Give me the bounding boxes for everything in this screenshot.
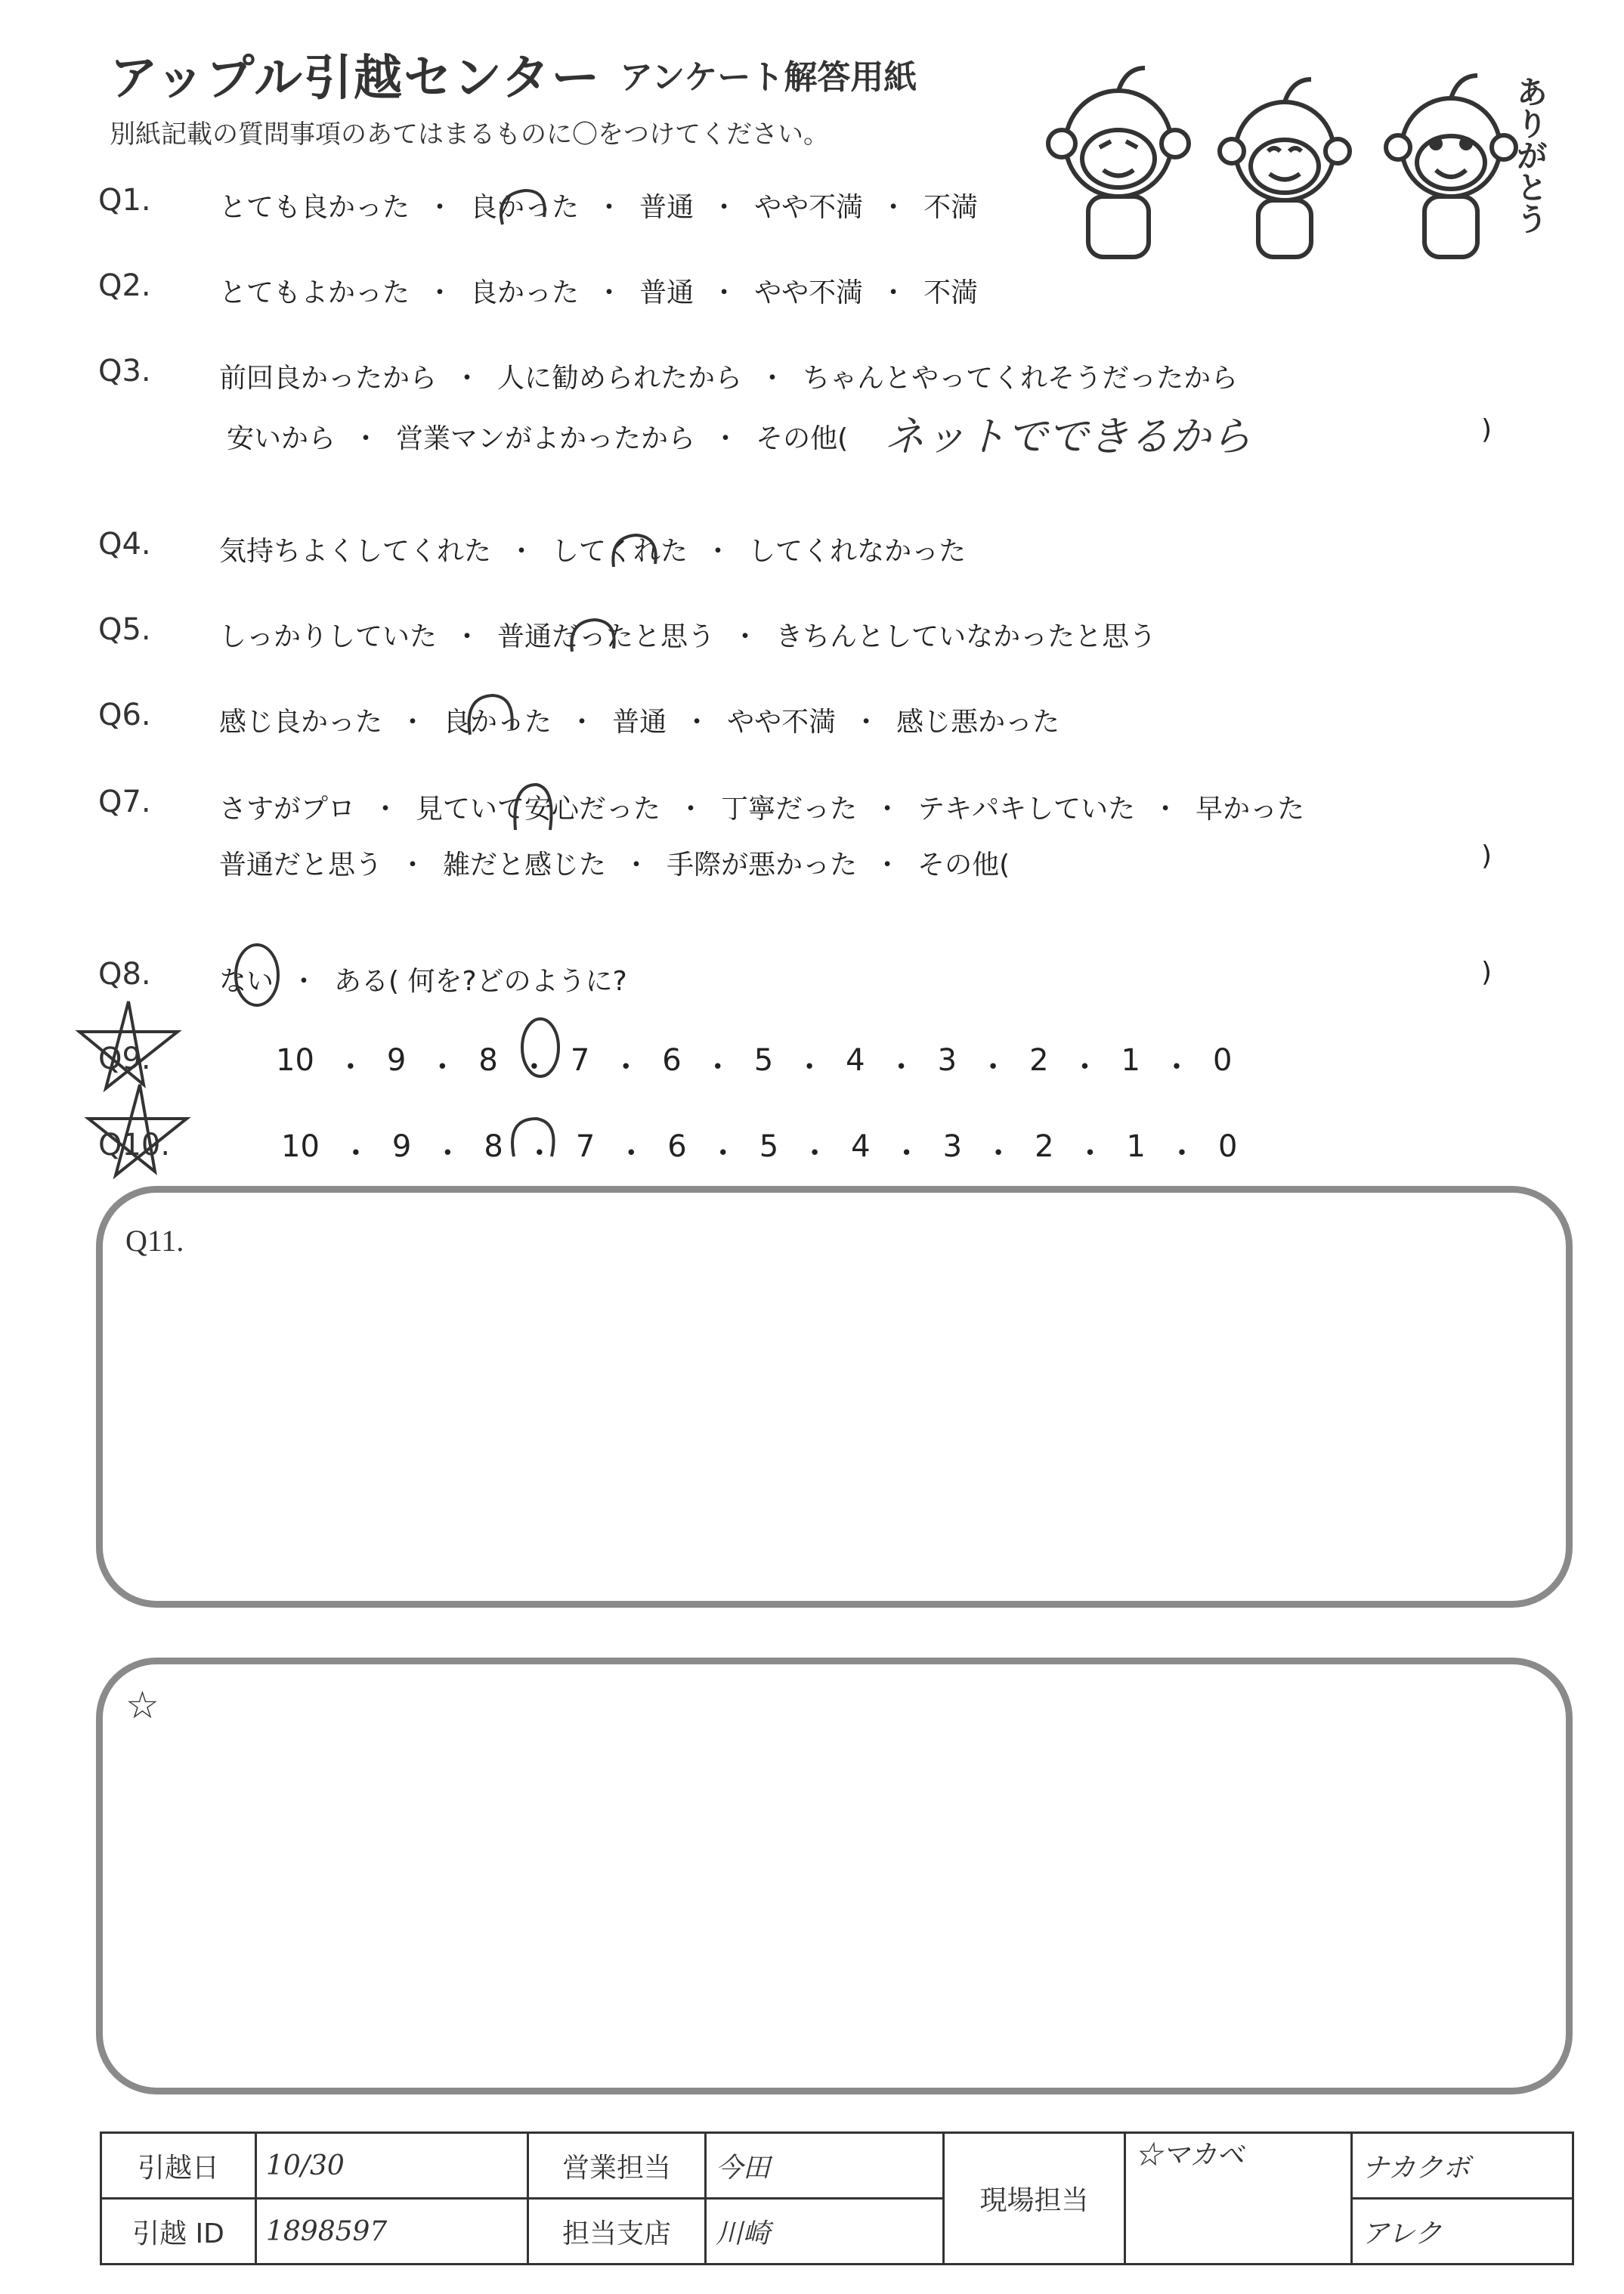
mascot-monkeys-illustration <box>1028 45 1557 265</box>
company-title: アップル引越センター <box>110 51 602 107</box>
option[interactable]: 安いから <box>227 423 336 454</box>
close-paren: ) <box>1481 414 1493 445</box>
option[interactable]: 人に勧められたから <box>497 363 743 394</box>
question-number: Q2. <box>98 268 151 303</box>
options-q2: とてもよかった ・ 良かった ・ 普通 ・ やや不満 ・ 不満 <box>219 271 978 310</box>
question-number: Q10. <box>98 1128 171 1162</box>
option[interactable]: 良かった <box>470 277 580 308</box>
rating-option[interactable]: 4 <box>851 1129 871 1164</box>
option-selected[interactable]: してくれた <box>552 536 688 567</box>
rating-option[interactable]: 5 <box>753 1043 774 1078</box>
rating-option[interactable]: 10 <box>276 1043 314 1078</box>
rating-option[interactable]: 9 <box>391 1129 412 1164</box>
option[interactable]: 普通だと思う <box>219 850 383 881</box>
rating-option[interactable]: 1 <box>1126 1129 1146 1164</box>
rating-option[interactable]: 8 <box>478 1043 498 1078</box>
circle-mark-q6 <box>461 688 521 748</box>
option[interactable]: 丁寧だった <box>721 794 858 825</box>
option-other[interactable]: その他( <box>917 850 1010 881</box>
option-other[interactable]: その他( <box>756 423 849 454</box>
rating-option-selected[interactable]: 7 <box>575 1129 595 1164</box>
option[interactable]: 不満 <box>923 192 979 223</box>
mascot-thanks-text: ありがとう <box>1511 76 1549 234</box>
option[interactable]: 雑だと感じた <box>443 850 607 881</box>
options-q7-line2: 普通だと思う ・ 雑だと感じた ・ 手際が悪かった ・ その他( <box>219 844 1010 882</box>
option[interactable]: やや不満 <box>727 707 837 738</box>
option[interactable]: 不満 <box>923 277 979 308</box>
star-mark-q10-icon <box>79 1077 193 1183</box>
option[interactable]: 感じ良かった <box>219 707 383 738</box>
rating-option[interactable]: 9 <box>386 1043 407 1078</box>
rating-option[interactable]: 10 <box>281 1129 320 1164</box>
question-number: Q3. <box>98 354 151 389</box>
circle-mark-q10 <box>503 1111 563 1172</box>
options-q7-line1: さすがプロ ・ 見ていて安心だった ・ 丁寧だった ・ テキパキしていた ・ 早かった <box>219 788 1304 826</box>
question-q7-line2 <box>0 841 1624 886</box>
options-q3-line1: 前回良かったから ・ 人に勧められたから ・ ちゃんとやってくれそうだったから <box>219 357 1238 395</box>
option[interactable]: とてもよかった <box>219 277 410 308</box>
comment-box-label: ☆ <box>125 1684 159 1726</box>
q11-label: Q11. <box>125 1224 184 1258</box>
option[interactable]: しっかりしていた <box>219 621 438 652</box>
rating-option[interactable]: 0 <box>1217 1129 1238 1164</box>
option[interactable]: さすがプロ <box>219 794 356 825</box>
option[interactable]: とても良かった <box>219 192 410 223</box>
rating-option[interactable]: 5 <box>759 1129 779 1164</box>
monkey-3-icon <box>1386 76 1516 257</box>
options-q5: しっかりしていた ・ 普通だったと思う ・ きちんとしていなかったと思う <box>219 615 1156 654</box>
rating-option-selected[interactable]: 7 <box>570 1043 590 1078</box>
option-selected[interactable]: 普通だったと思う <box>497 621 716 652</box>
options-q8: ない ・ ある( 何を?どのように? <box>219 960 627 998</box>
comment-box[interactable] <box>96 1658 1573 2094</box>
handwritten-other-answer: ネットでできるから <box>884 413 1251 460</box>
site-staff-label: 現場担当 <box>944 2133 1125 2265</box>
circle-mark-q9 <box>514 1011 567 1079</box>
option[interactable]: やや不満 <box>754 277 864 308</box>
rating-option[interactable]: 4 <box>846 1043 865 1078</box>
circle-mark-q1 <box>491 183 552 236</box>
options-q3-line2: 安いから ・ 営業マンがよかったから ・ その他( <box>227 417 848 456</box>
close-paren: ) <box>1481 957 1493 988</box>
sales-staff-value[interactable]: 今田 <box>706 2133 944 2199</box>
option[interactable]: 前回良かったから <box>219 363 438 394</box>
monkey-2-icon <box>1220 79 1350 257</box>
circle-mark-q8 <box>227 937 287 1013</box>
question-number: Q6. <box>98 698 151 732</box>
option[interactable]: 営業マンがよかったから <box>396 423 696 454</box>
question-q3-line2 <box>0 414 1624 460</box>
circle-mark-q7 <box>508 777 561 845</box>
options-q4: 気持ちよくしてくれた ・ してくれた ・ してくれなかった <box>219 530 966 568</box>
move-id-label: 引越 ID <box>101 2199 256 2265</box>
question-number: Q8. <box>98 957 151 992</box>
option[interactable]: ある( 何を?どのように? <box>334 966 627 997</box>
circle-mark-q4 <box>605 528 665 580</box>
option[interactable]: きちんとしていなかったと思う <box>775 621 1157 652</box>
question-number: Q7. <box>98 785 151 819</box>
move-date-label: 引越日 <box>101 2133 256 2199</box>
branch-label: 担当支店 <box>528 2199 706 2265</box>
rating-option[interactable]: 6 <box>662 1043 682 1078</box>
question-number: Q5. <box>98 612 151 647</box>
option[interactable]: テキパキしていた <box>917 794 1136 825</box>
option[interactable]: 気持ちよくしてくれた <box>219 536 492 567</box>
move-date-value[interactable]: 10/30 <box>256 2133 528 2199</box>
option-selected[interactable]: ない <box>219 966 274 997</box>
sales-staff-label: 営業担当 <box>528 2133 706 2199</box>
option[interactable]: 普通 <box>639 192 694 223</box>
question-number: Q1. <box>98 183 151 218</box>
site-staff-lead[interactable]: ☆マカベ <box>1125 2133 1352 2265</box>
site-staff-member[interactable]: ナカクボ <box>1352 2133 1573 2199</box>
circle-mark-q5 <box>563 612 623 665</box>
rating-option[interactable]: 2 <box>1035 1129 1054 1164</box>
rating-option[interactable]: 1 <box>1121 1043 1140 1078</box>
rating-option[interactable]: 3 <box>937 1043 957 1078</box>
options-q1: とても良かった ・ 良かった ・ 普通 ・ やや不満 ・ 不満 <box>219 186 978 224</box>
option[interactable]: 手際が悪かった <box>667 850 858 881</box>
option[interactable]: やや不満 <box>754 192 864 223</box>
option-selected[interactable]: 見ていて安心だった <box>416 794 661 825</box>
question-number: Q9. <box>98 1042 151 1076</box>
branch-value[interactable]: 川崎 <box>706 2199 944 2265</box>
rating-option[interactable]: 8 <box>484 1129 503 1164</box>
monkey-1-icon <box>1048 68 1189 257</box>
move-id-value[interactable]: 1898597 <box>256 2199 528 2265</box>
question-number: Q4. <box>98 527 151 562</box>
options-q6: 感じ良かった ・ 良かった ・ 普通 ・ やや不満 ・ 感じ悪かった <box>219 701 1059 739</box>
q11-answer-box[interactable] <box>96 1186 1573 1608</box>
footer-info-table <box>100 2131 1574 2265</box>
option-selected[interactable]: 良かった <box>443 707 552 738</box>
rating-scale-q10: 10 ・ 9 ・ 8 ・ 7 ・ 6 ・ 5 ・ 4 ・ 3 ・ 2 ・ 1 ・ 0 <box>281 1129 1238 1171</box>
option[interactable]: 普通 <box>639 277 694 308</box>
rating-option[interactable]: 0 <box>1212 1043 1233 1078</box>
rating-option[interactable]: 6 <box>667 1129 687 1164</box>
sheet-subtitle: アンケート解答用紙 <box>620 58 917 97</box>
option-selected[interactable]: 良かった <box>470 192 580 223</box>
rating-option[interactable]: 3 <box>942 1129 963 1164</box>
rating-scale-q9: 10 ・ 9 ・ 8 ・ 7 ・ 6 ・ 5 ・ 4 ・ 3 ・ 2 ・ 1 ・ 0 <box>276 1043 1233 1085</box>
option[interactable]: 普通 <box>612 707 667 738</box>
option[interactable]: 感じ悪かった <box>896 707 1060 738</box>
close-paren: ) <box>1481 841 1493 871</box>
instructions: 別紙記載の質問事項のあてはまるものに〇をつけてください。 <box>110 119 829 150</box>
option[interactable]: 早かった <box>1196 794 1305 825</box>
option[interactable]: ちゃんとやってくれそうだったから <box>803 363 1239 394</box>
site-staff-member[interactable]: アレク <box>1352 2199 1573 2265</box>
rating-option[interactable]: 2 <box>1029 1043 1049 1078</box>
option[interactable]: してくれなかった <box>748 536 967 567</box>
